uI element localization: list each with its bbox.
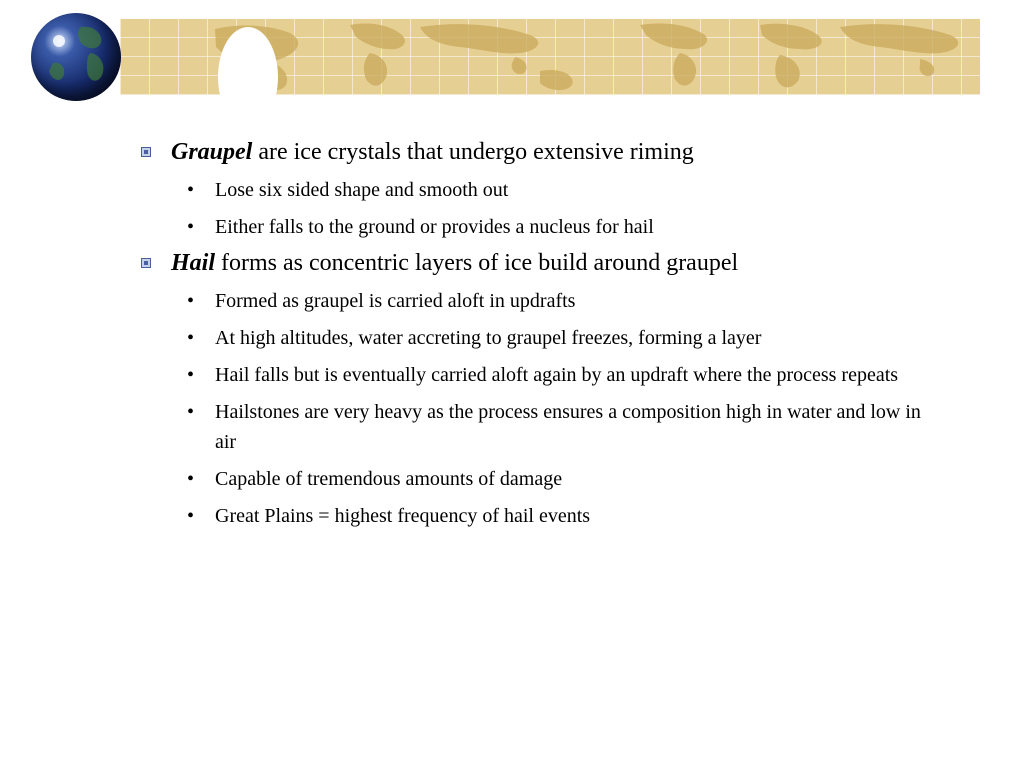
sub-bullet-text: Great Plains = highest frequency of hail events: [215, 505, 591, 527]
bullet-dot-icon: •: [187, 327, 195, 349]
sub-bullet: [140, 212, 940, 242]
bullet-marker-icon: [141, 147, 151, 157]
sub-bullet: [140, 501, 940, 531]
sub-bullet-text: Either falls to the ground or provides a nucleus for hail: [215, 216, 654, 238]
bullet-text: are ice crystals that undergo extensive riming: [252, 139, 694, 165]
sub-bullet-text: Capable of tremendous amounts of damage: [215, 468, 563, 490]
bullet-dot-icon: •: [187, 364, 195, 386]
bullet-text: forms as concentric layers of ice build around graupel: [215, 250, 739, 276]
sub-bullet-text: Hail falls but is eventually carried aloft again by an updraft where the process repeats: [215, 364, 899, 386]
sub-bullet-text: Hailstones are very heavy as the process ensures a composition high in water and low in air: [215, 401, 921, 453]
bullet-dot-icon: •: [187, 468, 195, 490]
sub-bullet: [140, 323, 940, 353]
sub-bullet: [140, 360, 940, 390]
bullet-dot-icon: •: [187, 290, 195, 312]
globe-icon: [31, 13, 121, 101]
sub-bullet: [140, 464, 940, 494]
bullet-hail: [140, 249, 940, 277]
sub-bullet-text: Formed as graupel is carried aloft in updrafts: [215, 290, 576, 312]
bullet-dot-icon: •: [187, 179, 195, 201]
slide-body: [140, 138, 940, 538]
world-map-banner: [120, 19, 980, 95]
bullet-dot-icon: •: [187, 505, 195, 527]
sub-bullet: [140, 286, 940, 316]
bullet-dot-icon: •: [187, 401, 195, 423]
sub-bullet: [140, 175, 940, 205]
bullet-graupel: [140, 138, 940, 166]
sub-bullet-text: At high altitudes, water accreting to graupel freezes, forming a layer: [215, 327, 762, 349]
sub-bullet: [140, 397, 940, 457]
term-hail: Hail: [171, 250, 216, 276]
term-graupel: Graupel: [171, 139, 253, 165]
sub-bullet-text: Lose six sided shape and smooth out: [215, 179, 509, 201]
bullet-dot-icon: •: [187, 216, 195, 238]
bullet-marker-icon: [141, 258, 151, 268]
